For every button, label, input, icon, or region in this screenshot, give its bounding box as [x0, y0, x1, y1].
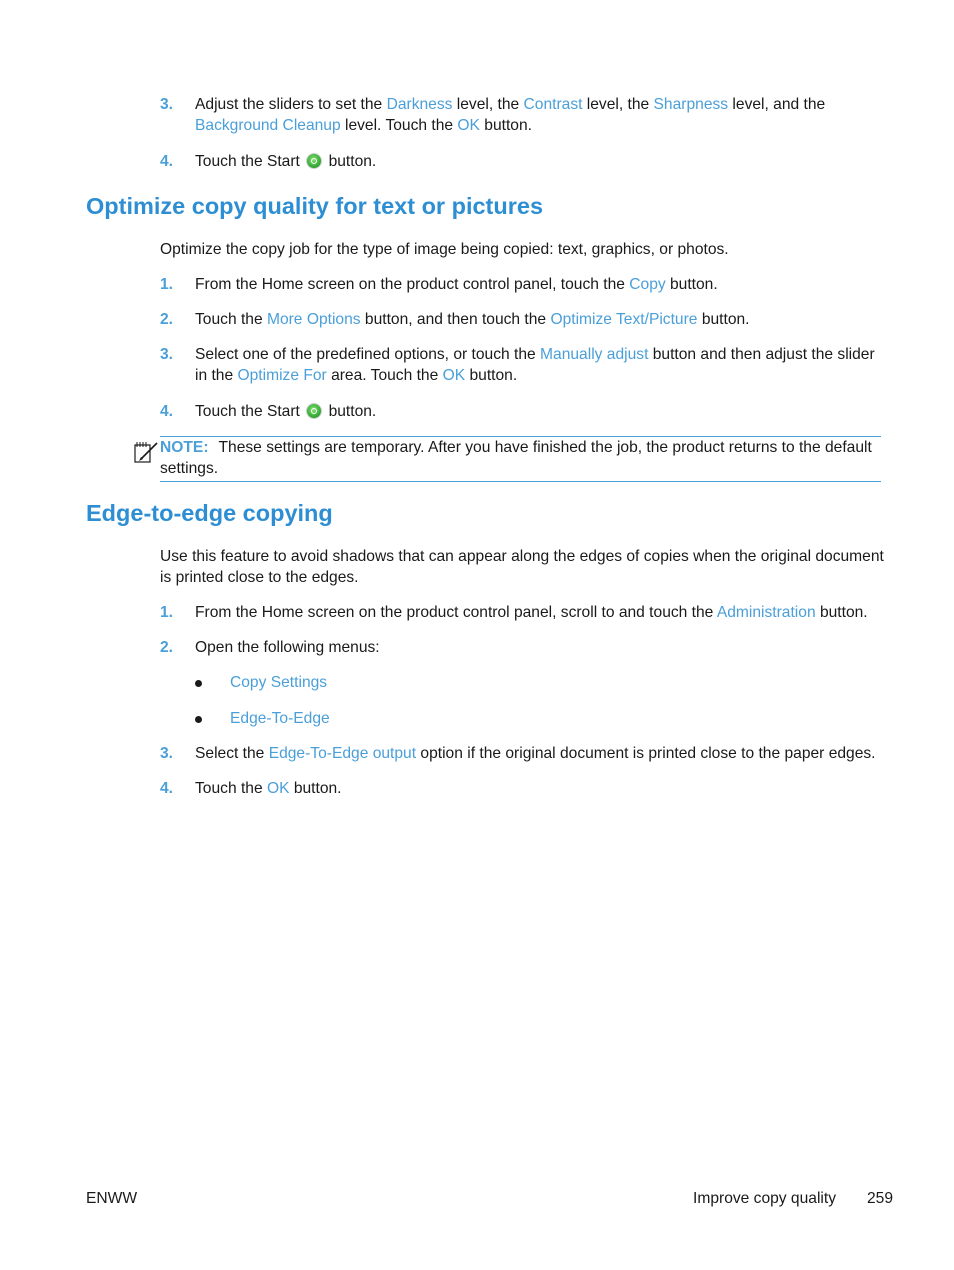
step-number: 3. — [160, 745, 174, 762]
ui-term-ok: OK — [266, 780, 290, 797]
step-text: Touch the Start button. — [195, 153, 377, 170]
bullet-dot — [195, 716, 202, 723]
ui-term-background-cleanup: Background Cleanup — [195, 117, 341, 134]
note-pad-icon — [133, 440, 159, 464]
edge-step-4 — [160, 778, 890, 799]
note-text: These settings are temporary. After you have finished the job, the product returns to the default settings. — [160, 439, 872, 477]
ui-term-manually-adjust: Manually adjust — [540, 346, 649, 363]
step-number: 1. — [160, 276, 174, 293]
ui-term-darkness: Darkness — [386, 96, 453, 113]
ui-term-ok: OK — [457, 117, 480, 134]
section-heading-optimize: Optimize copy quality for text or pictures — [86, 193, 544, 219]
edge-step-2 — [160, 637, 890, 658]
step-text: Touch the Start button. — [195, 403, 377, 420]
start-button-icon — [307, 154, 321, 168]
ui-term-sharpness: Sharpness — [653, 96, 729, 113]
ui-term-contrast: Contrast — [523, 96, 583, 113]
section-intro-optimize: Optimize the copy job for the type of image being copied: text, graphics, or photos. — [160, 241, 729, 258]
step-number: 4. — [160, 403, 174, 420]
step-number: 2. — [160, 311, 174, 328]
ui-term-optimize-text-picture: Optimize Text/Picture — [550, 311, 698, 328]
ui-term-administration: Administration — [716, 604, 816, 621]
note-label: NOTE: — [160, 439, 209, 456]
ui-term-more-options: More Options — [266, 311, 361, 328]
bullet-dot — [195, 680, 202, 687]
intro-step-3 — [160, 94, 890, 136]
ui-term-copy-settings: Copy Settings — [230, 674, 328, 691]
ui-term-copy: Copy — [629, 276, 666, 293]
optimize-step-1 — [160, 274, 890, 295]
optimize-step-3 — [160, 344, 890, 386]
ui-term-edge-to-edge-output: Edge-To-Edge output — [268, 745, 417, 762]
step-number: 3. — [160, 346, 174, 363]
optimize-step-2 — [160, 309, 890, 330]
step-number: 4. — [160, 153, 174, 170]
ui-term-optimize-for: Optimize For — [237, 367, 327, 384]
step-text: Select one of the predefined options, or touch the Manually adjust button and then adjust the slider in the Optimize For area. Touch the OK button. — [195, 346, 875, 384]
step-text: Adjust the sliders to set the Darkness level, the Contrast level, the Sharpness level, and the Background Cleanup level. Touch the OK button. — [195, 96, 826, 134]
step-text: Open the following menus: — [195, 639, 380, 656]
step-text: Touch the More Options button, and then touch the Optimize Text/Picture button. — [195, 311, 750, 328]
step-number: 4. — [160, 780, 174, 797]
start-button-icon — [307, 404, 321, 418]
step-text: Touch the OK button. — [195, 780, 342, 797]
ui-term-edge-to-edge: Edge-To-Edge — [230, 710, 330, 727]
intro-step-4 — [160, 151, 890, 172]
optimize-step-4 — [160, 401, 890, 422]
edge-step-3 — [160, 743, 890, 764]
footer-left-label: ENWW — [86, 1190, 138, 1207]
step-text: From the Home screen on the product control panel, touch the Copy button. — [195, 276, 718, 293]
page-number: 259 — [867, 1190, 894, 1207]
footer-section-title: Improve copy quality — [693, 1190, 837, 1207]
step-text: From the Home screen on the product control panel, scroll to and touch the Administration button. — [195, 604, 868, 621]
section-heading-edge-to-edge: Edge-to-edge copying — [86, 500, 333, 526]
edge-step-1 — [160, 602, 890, 623]
step-number: 1. — [160, 604, 174, 621]
step-text: Select the Edge-To-Edge output option if the original document is printed close to the paper edges. — [195, 745, 876, 762]
note-box — [160, 436, 881, 482]
step-number: 2. — [160, 639, 174, 656]
step-number: 3. — [160, 96, 174, 113]
section-intro-edge-to-edge: Use this feature to avoid shadows that can appear along the edges of copies when the original document is printed close to the edges. — [160, 548, 884, 586]
ui-term-ok: OK — [442, 367, 466, 384]
